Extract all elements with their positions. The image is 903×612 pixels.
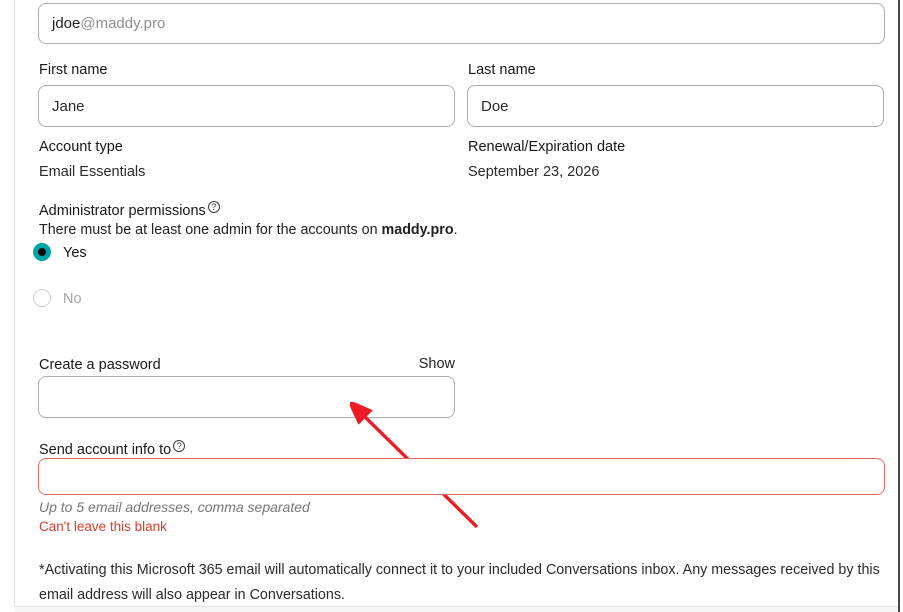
email-domain-suffix: @maddy.pro: [80, 15, 166, 32]
first-name-label: First name: [39, 62, 108, 78]
email-username-text[interactable]: jdoe: [52, 15, 81, 32]
account-type-value: Email Essentials: [39, 164, 146, 180]
account-type-label: Account type: [39, 139, 123, 155]
admin-permissions-description: There must be at least one admin for the accounts on maddy.pro.: [39, 222, 458, 238]
admin-radio-yes-label[interactable]: Yes: [63, 245, 87, 261]
admin-radio-no-label[interactable]: No: [63, 291, 82, 307]
admin-permissions-help-icon[interactable]: ?: [208, 201, 220, 213]
email-address-field[interactable]: [38, 3, 885, 44]
admin-radio-yes[interactable]: [33, 243, 51, 261]
send-account-info-label: Send account info to ?: [39, 440, 185, 458]
panel-left-border: [14, 0, 15, 607]
last-name-label: Last name: [468, 62, 536, 78]
last-name-input[interactable]: [467, 85, 884, 127]
first-name-input[interactable]: [38, 85, 455, 127]
send-account-info-input[interactable]: [38, 458, 885, 495]
domain-name-bold: maddy.pro: [381, 222, 454, 238]
show-password-button[interactable]: Show: [418, 356, 455, 372]
panel-right-edge: [898, 0, 900, 612]
renewal-date-value: September 23, 2026: [468, 164, 600, 180]
renewal-date-label: Renewal/Expiration date: [468, 139, 626, 155]
admin-permissions-label: Administrator permissions ?: [39, 201, 220, 219]
email-count-helper-text: Up to 5 email addresses, comma separated: [39, 499, 310, 515]
microsoft-365-footnote: *Activating this Microsoft 365 email will automatically connect it to your included Conversations inbox. Any messages received by this email address will also appear in Conversations.: [39, 562, 880, 603]
password-input[interactable]: [38, 376, 455, 418]
blank-field-error-text: Can't leave this blank: [39, 519, 167, 534]
admin-radio-no[interactable]: [33, 289, 51, 307]
create-password-label: Create a password: [39, 357, 161, 373]
send-account-info-help-icon[interactable]: ?: [173, 440, 185, 452]
